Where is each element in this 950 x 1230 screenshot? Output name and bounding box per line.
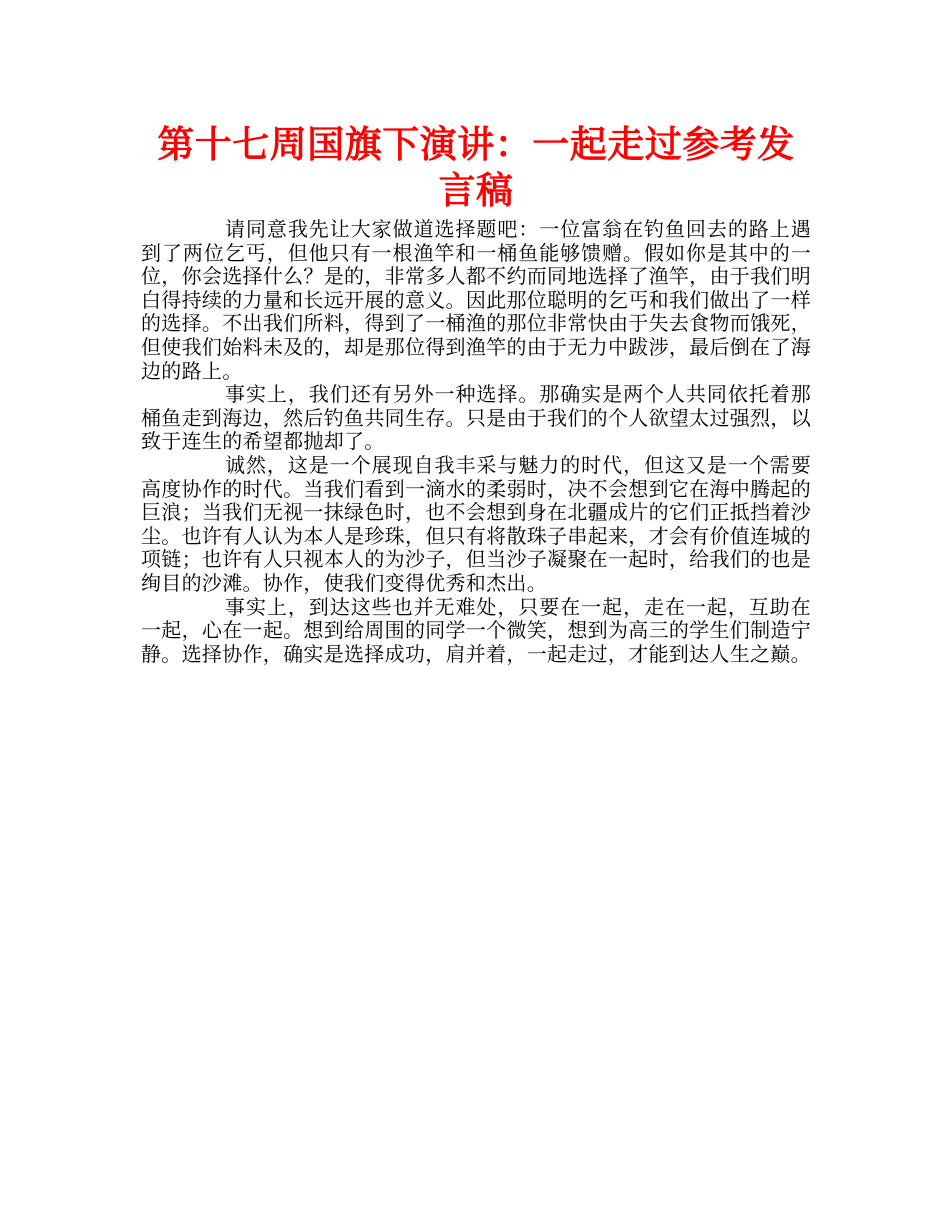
document-body xyxy=(141,218,811,666)
paragraph-1: 请同意我先让大家做道选择题吧：一位富翁在钓鱼回去的路上遇到了两位乞丐，但他只有一根渔竿和一桶鱼能够馈赠。假如你是其中的一位，你会选择什么？是的，非常多人都不约而同地选择了渔竿，由于我们明白得持续的力量和长远开展的意义。因此那位聪明的乞丐和我们做出了一样的选择。不出我们所料，得到了一桶渔的那位非常快由于失去食物而饿死，但使我们始料未及的，却是那位得到渔竿的由于无力中跋涉，最后倒在了海边的路上。 xyxy=(141,217,811,383)
paragraph-4: 事实上，到达这些也并无难处，只要在一起，走在一起，互助在一起，心在一起。想到给周围的同学一个微笑，想到为高三的学生们制造宁静。选择协作，确实是选择成功，肩并着，一起走过，才能到达人生之巅。 xyxy=(141,594,811,666)
document-content xyxy=(141,122,811,666)
paragraph-3: 诚然，这是一个展现自我丰采与魅力的时代，但这又是一个需要高度协作的时代。当我们看到一滴水的柔弱时，决不会想到它在海中腾起的巨浪；当我们无视一抹绿色时，也不会想到身在北疆成片的它们正抵挡着沙尘。也许有人认为本人是珍珠，但只有将散珠子串起来，才会有价值连城的项链；也许有人只视本人的为沙子，但当沙子凝聚在一起时，给我们的也是绚目的沙滩。协作，使我们变得优秀和杰出。 xyxy=(141,452,811,595)
paragraph-2: 事实上，我们还有另外一种选择。那确实是两个人共同依托着那桶鱼走到海边，然后钓鱼共同生存。只是由于我们的个人欲望太过强烈，以致于连生的希望都抛却了。 xyxy=(141,382,811,454)
document-title: 第十七周国旗下演讲：一起走过参考发言稿 xyxy=(157,123,795,212)
